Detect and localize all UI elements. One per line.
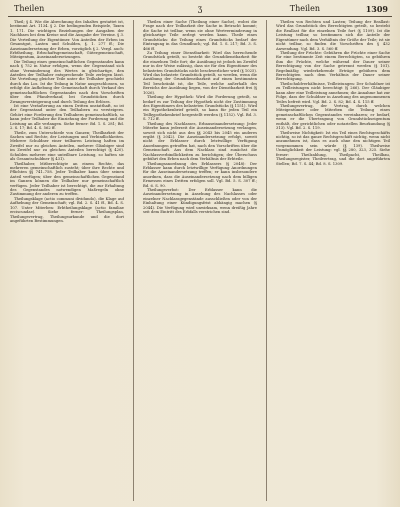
- column-divider: [133, 20, 134, 501]
- page-header: [8, 3, 392, 15]
- paragraph: Theile, zum Unterschiede von Ganzen; Theilbarkeit der Sachen und Rechte, der Leistungen und Verbindlichkeiten. Mehrere Schuldner einer teilbaren Leistung haften im Zweifel nur zu gleichen Anteilen, mehrere Gläubiger sind im Zweifel nur zu gleichen Anteilen berechtigt (§ 420). Schulden mehrere eine unteilbare Leistung, so haften sie als Gesamtschuldner (§ 431).: [10, 130, 124, 162]
- paragraph: Theilschuldverhältnisse, Teilleistungen: Der Schuldner ist zu Teilleistungen nicht berechtigt (§ 266). Der Gläubiger kann aber eine Teilleistung annehmen; die Annahme hat zur Folge, dass der Schuldner in Ansehung des angenommenen Teiles befreit wird. Vgl. Bd. 2. S. 82; Bd. 4. S. 115 ff.: [276, 81, 390, 104]
- text-columns: [10, 20, 390, 501]
- column-divider: [266, 20, 267, 501]
- paragraph: Theilen von Rechten und Lasten; Teilung der Reallast: Wird das Grundstück des Berechtigten geteilt, so besteht die Reallast für die einzelnen Teile fort (§ 1109). Ist die Leistung teilbar, so bestimmen sich die Anteile der Eigentümer nach dem Verhältnis der Größe der Teile; ist sie nicht teilbar, so finden die Vorschriften des § 432 Anwendung. Vgl. Bd. 3. S. 560 ff.: [276, 20, 390, 51]
- paragraph: Die Teilung eines gemeinschaftlichen Gegenstandes kann nach § 752 in Natur erfolgen, wenn der Gegenstand sich ohne Verminderung des Wertes in gleichartige, den Anteilen der Teilhaber entsprechende Teile zerlegen lässt. Die Verteilung gleicher Teile unter die Teilhaber geschieht durch das Los. Ist die Teilung in Natur ausgeschlossen, so erfolgt die Aufhebung der Gemeinschaft durch Verkauf des gemeinschaftlichen Gegenstandes nach den Vorschriften über den Pfandverkauf, bei Grundstücken durch Zwangsversteigerung und durch Teilung des Erlöses.: [10, 59, 124, 104]
- paragraph: Theilung des Nachlasses, Erbauseinandersetzung: Jeder Miterbe kann jederzeit die Auseinandersetzung verlangen, soweit sich nicht aus den §§ 2043 bis 2045 ein anderes ergibt (§ 2042). Die Auseinandersetzung erfolgt, soweit nicht der Erblasser durch letztwillige Verfügung Anordnungen getroffen hat, nach den Vorschriften über die Gemeinschaft. Aus dem Nachlass sind zunächst die Nachlassverbindlichkeiten zu berichtigen; der Überschuss gebührt den Erben nach dem Verhältnis der Erbteile.: [143, 121, 257, 162]
- paragraph: Theilung der Hypothek: Wird die Forderung geteilt, so bedarf es zur Teilung der Hypothek nicht der Zustimmung des Eigentümers des belasteten Grundstücks (§ 1151). Wird ein Hypothekenbrief geteilt, so kann für jeden Teil ein Teilhypothekenbrief hergestellt werden (§ 1152). Vgl. Bd. 3. S. 712 ff.: [143, 95, 257, 122]
- paragraph: Theilung der Früchte: Gebühren die Früchte einer Sache für eine bestimmte Zeit einem Berechtigten, so gebühren ihm die Früchte, welche während der Dauer seiner Berechtigung von der Sache getrennt werden (§ 101). Regelmäßig wiederkehrende Erträge gebühren dem Berechtigten nach dem Verhältnis der Dauer seiner Berechtigung.: [276, 50, 390, 82]
- paragraph: Theilungsvertrag, der Vertrag, durch welchen Miteigentümer oder Miterben die Teilung eines gemeinschaftlichen Gegenstandes vereinbaren; er bedarf, wenn er die Übertragung von Grundstückseigentum enthält, der gerichtlichen oder notariellen Beurkundung (§ 313). Vgl. Bd. 2. S. 119.: [276, 104, 390, 131]
- column-2: [143, 20, 257, 501]
- paragraph: Theilhaber, Mitberechtigte an einem Rechte, das mehreren gemeinschaftlich zusteht; über ihre Rechte und Pflichten §§ 741–758. Jeder Teilhaber kann über seinen Anteil verfügen; über den gemeinschaftlichen Gegenstand im Ganzen können die Teilhaber nur gemeinschaftlich verfügen. Jeder Teilhaber ist berechtigt, die zur Erhaltung des Gegenstandes notwendigen Maßregeln ohne Zustimmung der anderen zu treffen.: [10, 161, 124, 197]
- column-3: [276, 20, 390, 501]
- paragraph: Zu Teilung einer Dienstbarkeit: Wird das herrschende Grundstück geteilt, so besteht die Grunddienstbarkeit für die einzelnen Teile fort; die Ausübung ist jedoch im Zweifel nur in der Weise zulässig, dass sie für den Eigentümer des belasteten Grundstücks nicht beschwerlicher wird (§ 1025). Wird das belastete Grundstück geteilt, so werden, wenn die Ausübung der Grunddienstbarkeit auf einen bestimmten Teil beschränkt ist, die Teile, welche außerhalb des Bereichs der Ausübung liegen, von der Dienstbarkeit frei (§ 1026).: [143, 50, 257, 95]
- column-1: [10, 20, 124, 501]
- paragraph: Theilungsanordnung des Erblassers (§ 2048): Der Erblasser kann durch letztwillige Verfügung Anordnungen für die Auseinandersetzung treffen; er kann insbesondere anordnen, dass die Auseinandersetzung nach dem billigen Ermessen eines Dritten erfolgen soll. Vgl. Bd. 5. S. 307 ff.; Bd. 6. S. 90.: [143, 161, 257, 188]
- header-rule: [8, 16, 392, 17]
- paragraph: Theilungsverbot: Der Erblasser kann die Auseinandersetzung in Ansehung des Nachlasses oder einzelner Nachlassgegenstände ausschließen oder von der Einhaltung einer Kündigungsfrist abhängig machen (§ 2044). Die Verfügung wird unwirksam, wenn dreißig Jahre seit dem Eintritt des Erbfalls verstrichen sind.: [143, 188, 257, 215]
- paragraph: Ist eine Veräußerung an einen Dritten unstatthaft, so ist der Gegenstand unter den Teilhabern zu versteigern. Gehört eine Forderung den Teilhabern gemeinschaftlich, so kann jeder Teilhaber die Einziehung der Forderung und die Leistung an alle verlangen. Siehe ferner: Bd. 1. S. 281; Bd. 2. S. 17; Bd. 4. S. 562 ff.: [10, 104, 124, 131]
- page-number: 1309: [365, 4, 388, 14]
- paragraph: Theilungsklage (actio communi dividundo), die Klage auf Aufhebung der Gemeinschaft; vgl. Bd. 2. S. 41 ff., Bd. 4. S. 107. Unter Miterben: Erbtheilungsklage (actio familiae erciscundae). Siehe ferner: Theilungsplan, Theilungsvertrag, Theilungsurkunde und die dort angeführten Bestimmungen.: [10, 196, 124, 223]
- paragraph: Theilweise Nichtigkeit: Ist ein Teil eines Rechtsgeschäfts nichtig, so ist das ganze Rechtsgeschäft nichtig, wenn nicht anzunehmen ist, dass es auch ohne den nichtigen Teil vorgenommen sein würde (§ 139). Theilweise Unmöglichkeit der Leistung: vgl. §§ 280, 323, 325. Siehe ferner: Theilzahlung, Theilpacht, Theilbau, Theilungsregister, Theilvertrag, und die dort angeführten Stellen; Bd. 7. S. 44; Bd. 8. S. 1309.: [276, 130, 390, 166]
- paragraph: Theil; § 4. Wie die Abrechnung des Inhaltes gestattet ist, bestimmt Art. 1134. § 2. Die bedingenden Beispiele, Taxen 1. 171. Die wichtigen Beziehungen der Ausgaben der Nachbarn bei dem Kreise und die Ausgabe der Vereine. § 3. Die Verteilung der Eigentümer. Von Anteilen der Erben im Gesamtgut, Lasten und Schulden, §. 1. 277 ff.; Die Auseinandersetzung der Erben, vorzüglich § 2. Vergl. auch: Erbtheilung, Erbschaftsgemeinschaft, Gütergemeinschaft, Miteigentum, Auseinandersetzungen.: [10, 20, 124, 60]
- header-center-mark: ʒ: [197, 4, 203, 13]
- header-right-keyword: Theilen: [289, 4, 320, 13]
- paragraph: Theilen einer Sache (Theilung einer Sache), wobei die Frage nach der Teilbarkeit der Sache in Betracht kommt; die Sache ist teilbar, wenn sie ohne Wertverminderung in gleichartige Teile zerlegt werden kann. Theile eines Grundstücks: die Teilung eines Grundstücks bedarf der Eintragung in das Grundbuch; vgl. Bd. 1. S. 217; Bd. 3. S. 466 ff.: [143, 20, 257, 51]
- header-left-keyword: Theilen: [14, 4, 45, 13]
